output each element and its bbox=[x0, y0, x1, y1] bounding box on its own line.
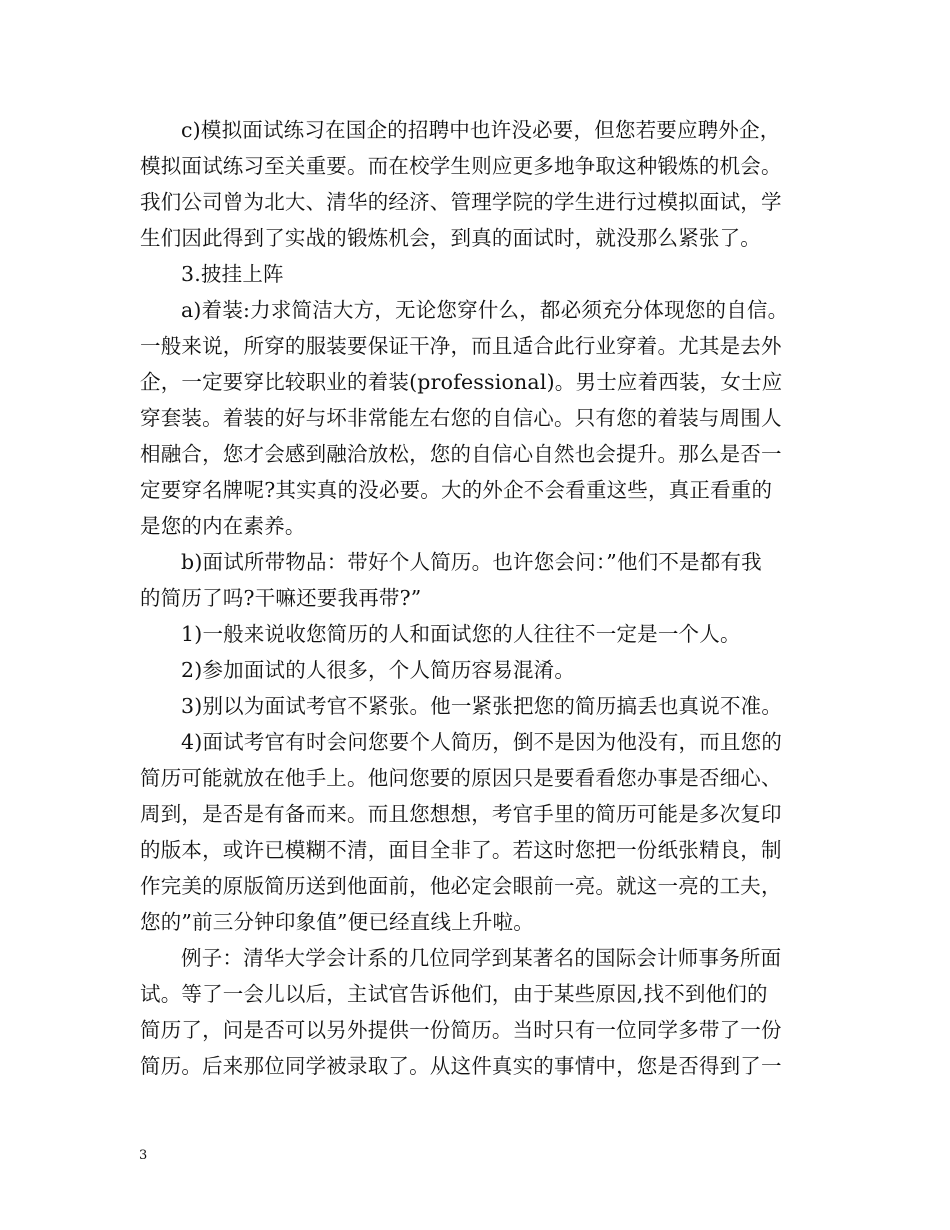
text-line: 模拟面试练习至关重要。而在校学生则应更多地争取这种锻炼的机会。 bbox=[140, 154, 782, 178]
text-line: 4)面试考官有时会问您要个人简历，倒不是因为他没有，而且您的 bbox=[181, 730, 783, 754]
text-line: c)模拟面试练习在国企的招聘中也许没必要，但您若要应聘外企， bbox=[181, 118, 781, 142]
document-body bbox=[140, 112, 820, 1084]
text-line: 简历。后来那位同学被录取了。从这件真实的事情中，您是否得到了一 bbox=[140, 1054, 782, 1078]
text-line: 3.披挂上阵 bbox=[181, 262, 284, 286]
text-line: 穿套装。着装的好与坏非常能左右您的自信心。只有您的着装与周围人 bbox=[140, 406, 782, 430]
text-line: 作完美的原版简历送到他面前，他必定会眼前一亮。就这一亮的工夫， bbox=[140, 874, 782, 898]
text-line: 是您的内在素养。 bbox=[140, 514, 306, 538]
text-line: b)面试所带物品：带好个人简历。也许您会问：”他们不是都有我 bbox=[181, 550, 762, 574]
text-line: 例子：清华大学会计系的几位同学到某著名的国际会计师事务所面 bbox=[181, 946, 782, 970]
text-line: 3)别以为面试考官不紧张。他一紧张把您的简历搞丢也真说不准。 bbox=[181, 694, 783, 718]
text-line: 一般来说，所穿的服装要保证干净，而且适合此行业穿着。尤其是去外 bbox=[140, 334, 782, 358]
text-line: a)着装:力求简洁大方，无论您穿什么，都必须充分体现您的自信。 bbox=[181, 298, 789, 322]
text-line: 周到，是否是有备而来。而且您想想，考官手里的简历可能是多次复印 bbox=[140, 802, 782, 826]
text-line: 试。等了一会儿以后，主试官告诉他们，由于某些原因,找不到他们的 bbox=[140, 982, 768, 1006]
text-line: 定要穿名牌呢?其实真的没必要。大的外企不会看重这些，真正看重的 bbox=[140, 478, 773, 502]
text-line: 1)一般来说收您简历的人和面试您的人往往不一定是一个人。 bbox=[181, 622, 741, 646]
text-line: 企，一定要穿比较职业的着装(professional)。男士应着西装，女士应 bbox=[140, 370, 783, 394]
page-number: 3 bbox=[139, 1148, 148, 1163]
text-line: 简历了，问是否可以另外提供一份简历。当时只有一位同学多带了一份 bbox=[140, 1018, 782, 1042]
text-line: 的版本，或许已模糊不清，面目全非了。若这时您把一份纸张精良，制 bbox=[140, 838, 782, 862]
text-line: 简历可能就放在他手上。他问您要的原因只是要看看您办事是否细心、 bbox=[140, 766, 782, 790]
text-line: 的简历了吗?干嘛还要我再带?” bbox=[140, 586, 422, 610]
text-line: 相融合，您才会感到融洽放松，您的自信心自然也会提升。那么是否一 bbox=[140, 442, 782, 466]
text-line: 我们公司曾为北大、清华的经济、管理学院的学生进行过模拟面试，学 bbox=[140, 190, 782, 214]
text-line: 生们因此得到了实战的锻炼机会，到真的面试时，就没那么紧张了。 bbox=[140, 226, 761, 250]
text-line: 2)参加面试的人很多，个人简历容易混淆。 bbox=[181, 658, 576, 682]
text-line: 您的”前三分钟印象值”便已经直线上升啦。 bbox=[140, 910, 534, 934]
